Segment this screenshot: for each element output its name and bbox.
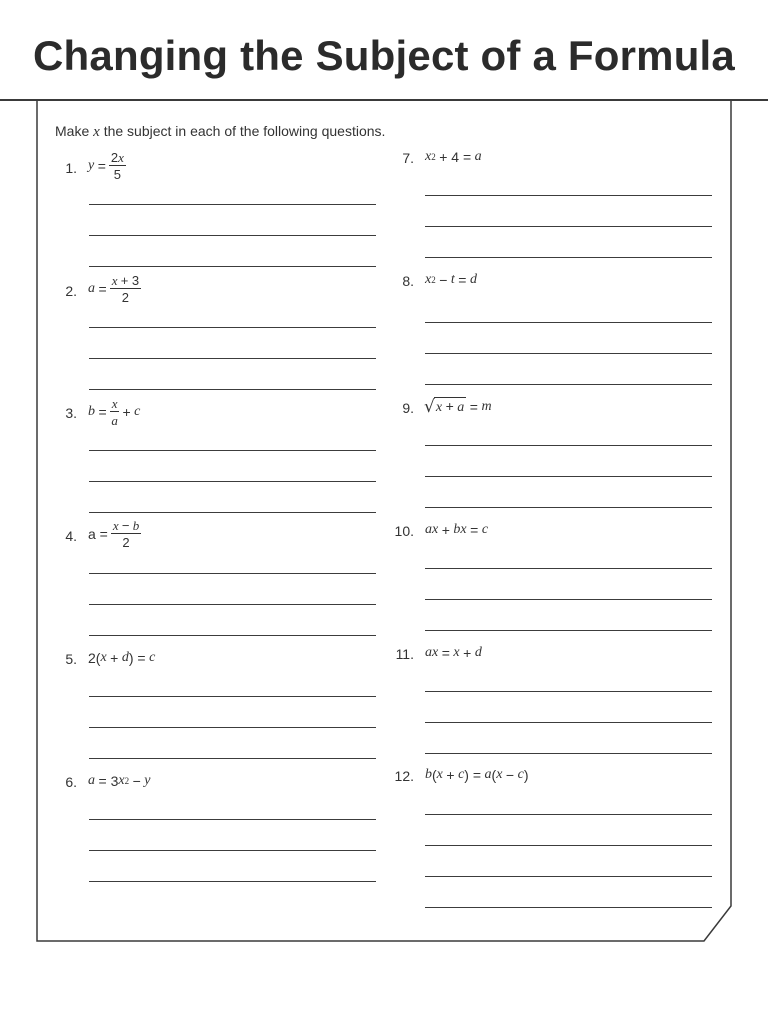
question-number: 6. — [65, 774, 77, 790]
answer-line-q6-b[interactable] — [89, 850, 376, 851]
question-number: 1. — [65, 160, 77, 176]
answer-line-q10-a[interactable] — [425, 568, 712, 569]
question-number: 7. — [402, 150, 414, 166]
formula-6: a = 3 x 2 − y — [88, 773, 151, 789]
formula-7: x 2 + 4 = a — [425, 149, 482, 165]
formula-1: y = $\frac{2x}{5}$ — [88, 150, 124, 182]
question-number: 4. — [65, 528, 77, 544]
answer-line-q11-c[interactable] — [425, 753, 712, 754]
answer-line-q7-a[interactable] — [425, 195, 712, 196]
answer-line-q1-a[interactable] — [89, 204, 376, 205]
answer-line-q9-c[interactable] — [425, 507, 712, 508]
answer-line-q4-b[interactable] — [89, 604, 376, 605]
answer-line-q8-c[interactable] — [425, 384, 712, 385]
question-number: 5. — [65, 651, 77, 667]
question-number: 2. — [65, 283, 77, 299]
answer-line-q6-a[interactable] — [89, 819, 376, 820]
answer-line-q8-a[interactable] — [425, 322, 712, 323]
formula-5: 2( x + d ) = c — [88, 650, 156, 666]
answer-line-q12-a[interactable] — [425, 814, 712, 815]
question-number: 9. — [402, 400, 414, 416]
answer-line-q2-b[interactable] — [89, 358, 376, 359]
answer-line-q9-b[interactable] — [425, 476, 712, 477]
answer-line-q4-a[interactable] — [89, 573, 376, 574]
answer-line-q11-b[interactable] — [425, 722, 712, 723]
answer-line-q12-d[interactable] — [425, 907, 712, 908]
formula-8: x 2 − t = d — [425, 272, 477, 288]
answer-line-q2-a[interactable] — [89, 327, 376, 328]
question-number: 10. — [394, 523, 414, 539]
answer-line-q3-b[interactable] — [89, 481, 376, 482]
answer-line-q3-c[interactable] — [89, 512, 376, 513]
formula-9: √ x + a = m — [424, 397, 492, 418]
answer-line-q10-c[interactable] — [425, 630, 712, 631]
answer-line-q7-b[interactable] — [425, 226, 712, 227]
answer-line-q5-a[interactable] — [89, 696, 376, 697]
page-title: Changing the Subject of a Formula — [33, 32, 735, 79]
answer-line-q12-c[interactable] — [425, 876, 712, 877]
answer-line-q11-a[interactable] — [425, 691, 712, 692]
formula-2: a = $\frac{x + 3}{2}$ — [88, 273, 140, 305]
question-number: 12. — [394, 768, 414, 784]
question-number: 8. — [402, 273, 414, 289]
answer-line-q9-a[interactable] — [425, 445, 712, 446]
formula-10: ax + bx = c — [425, 522, 489, 538]
question-number: 11. — [395, 646, 414, 662]
instruction-text: Make x the subject in each of the following questions. — [55, 123, 386, 140]
formula-3: b = $\frac{x}{a}$ + c — [88, 396, 141, 428]
answer-line-q1-b[interactable] — [89, 235, 376, 236]
answer-line-q8-b[interactable] — [425, 353, 712, 354]
formula-12: b ( x + c ) = a ( x − c ) — [425, 767, 529, 783]
answer-line-q2-c[interactable] — [89, 389, 376, 390]
answer-line-q3-a[interactable] — [89, 450, 376, 451]
answer-line-q1-c[interactable] — [89, 266, 376, 267]
answer-line-q5-b[interactable] — [89, 727, 376, 728]
title-divider — [0, 99, 768, 101]
answer-line-q4-c[interactable] — [89, 635, 376, 636]
answer-line-q5-c[interactable] — [89, 758, 376, 759]
answer-line-q6-c[interactable] — [89, 881, 376, 882]
question-number: 3. — [65, 405, 77, 421]
answer-line-q7-c[interactable] — [425, 257, 712, 258]
formula-11: ax = x + d — [425, 645, 482, 661]
answer-line-q10-b[interactable] — [425, 599, 712, 600]
formula-4: a = $\frac{x - b}{2}$ — [88, 518, 140, 550]
answer-line-q12-b[interactable] — [425, 845, 712, 846]
